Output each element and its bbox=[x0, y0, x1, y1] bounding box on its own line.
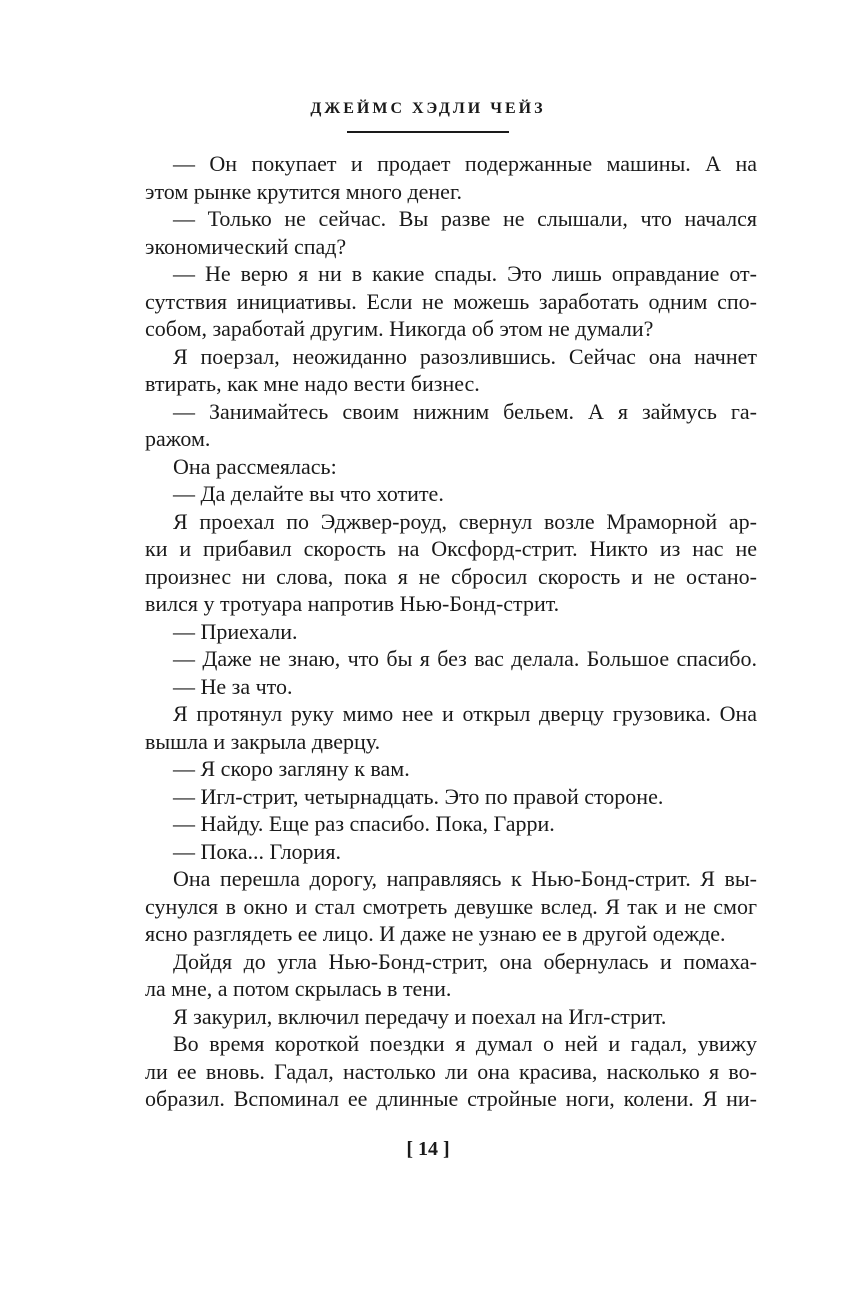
text-line: — Да делайте вы что хотите. bbox=[173, 481, 444, 506]
body-text bbox=[145, 150, 757, 1113]
text-line: Дойдя до угла Нью-Бонд-стрит, она обернулась и помаха- bbox=[173, 948, 757, 974]
text-line: — Даже не знаю, что бы я без вас делала. Большое спасибо. bbox=[173, 646, 757, 671]
running-head-author: ДЖЕЙМС ХЭДЛИ ЧЕЙЗ bbox=[310, 100, 546, 117]
text-line: — Игл-стрит, четырнадцать. Это по правой стороне. bbox=[173, 783, 664, 809]
text-line: сутствия инициативы. Если не можешь заработать одним спо- bbox=[145, 288, 757, 314]
text-line: Я протянул руку мимо нее и открыл дверцу грузовика. Она bbox=[173, 701, 757, 726]
text-line: — Не за что. bbox=[173, 673, 293, 699]
text-line: — Только не сейчас. Вы разве не слышали, что начался bbox=[173, 206, 757, 231]
text-line: Она рассмеялась: bbox=[173, 453, 337, 479]
text-line: образил. Вспоминал ее длинные стройные ноги, колени. Я ни- bbox=[145, 1086, 757, 1111]
text-line: — Я скоро загляну к вам. bbox=[173, 756, 410, 781]
text-line: собом, заработай другим. Никогда об этом не думали? bbox=[145, 316, 654, 341]
text-line: Я поерзал, неожиданно разозлившись. Сейчас она начнет bbox=[173, 343, 757, 369]
text-line: — Он покупает и продает подержанные машины. А на bbox=[173, 151, 757, 176]
text-line: — Не верю я ни в какие спады. Это лишь оправдание от- bbox=[173, 261, 757, 286]
text-line: — Занимайтесь своим нижним бельем. А я займусь га- bbox=[173, 398, 757, 424]
text-line: экономический спад? bbox=[145, 233, 347, 259]
text-line: вышла и закрыла дверцу. bbox=[145, 728, 381, 754]
text-line: втирать, как мне надо вести бизнес. bbox=[145, 371, 480, 396]
text-line: ясно разглядеть ее лицо. И даже не узнаю ее в другой одежде. bbox=[145, 921, 726, 946]
text-line: этом рынке крутится много денег. bbox=[145, 178, 462, 204]
text-line: вился у тротуара напротив Нью-Бонд-стрит. bbox=[145, 591, 560, 616]
text-line: — Найду. Еще раз спасибо. Пока, Гарри. bbox=[173, 811, 555, 836]
page-number: [ 14 ] bbox=[406, 1138, 450, 1160]
text-line: Во время короткой поездки я думал о ней и гадал, увижу bbox=[173, 1031, 757, 1056]
text-line: ки и прибавил скорость на Оксфорд-стрит. Никто из нас не bbox=[145, 536, 757, 561]
text-line: произнес ни слова, пока я не сбросил скорость и не остано- bbox=[145, 563, 757, 589]
text-line: Я закурил, включил передачу и поехал на Игл-стрит. bbox=[173, 1003, 667, 1029]
text-line: ли ее вновь. Гадал, настолько ли она красива, насколько я во- bbox=[145, 1058, 757, 1084]
text-line: Она перешла дорогу, направляясь к Нью-Бонд-стрит. Я вы- bbox=[173, 866, 757, 891]
text-line: — Пока... Глория. bbox=[173, 838, 341, 864]
text-line: сунулся в окно и стал смотреть девушке вслед. Я так и не смог bbox=[145, 893, 757, 919]
text-line: — Приехали. bbox=[173, 618, 298, 644]
text-line: ла мне, а потом скрылась в тени. bbox=[145, 976, 452, 1001]
text-line: ражом. bbox=[145, 426, 211, 451]
running-head-rule bbox=[347, 131, 509, 133]
text-line: Я проехал по Эджвер-роуд, свернул возле Мраморной ар- bbox=[173, 508, 757, 534]
